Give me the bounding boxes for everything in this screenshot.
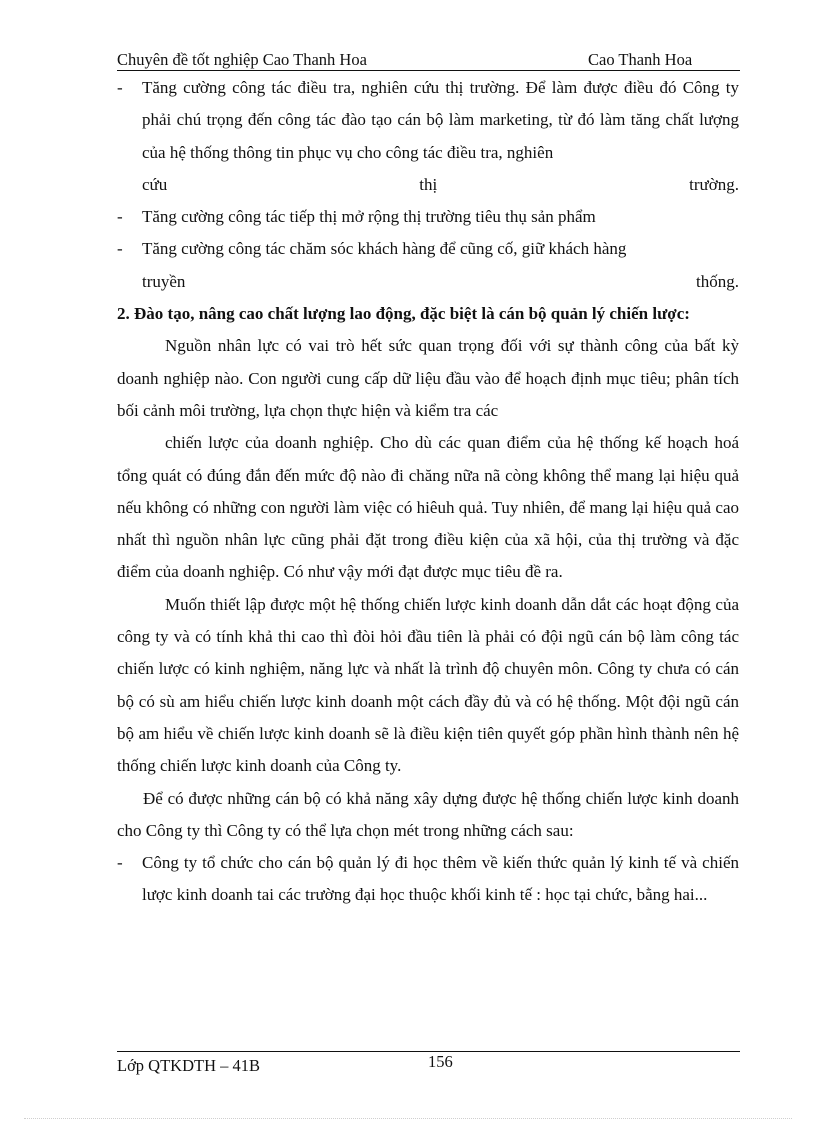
bullet-text: Công ty tổ chức cho cán bộ quản lý đi học thêm về kiến thức quản lý kinh tế và chiến lược kinh doanh tai các trường đại học thuộc khối kinh tế : học tại chức, bằng hai... (142, 853, 739, 905)
bullet-text: Tăng cường công tác điều tra, nghiên cứu thị trường. Để làm được điều đó Công ty phải chú trọng đến công tác đào tạo cán bộ làm marketing, từ đó làm tăng chất lượng của hệ thống thông tin phục vụ cho công tác điều tra, nghiên (142, 78, 739, 162)
bullet-item (117, 233, 739, 298)
bullet-dash: - (117, 78, 123, 97)
bullet-dash: - (117, 207, 123, 227)
page-edge-divider (24, 1118, 792, 1119)
bullet-item (117, 201, 739, 233)
bullet-text-tail: truyền thống. (142, 271, 739, 291)
paragraph-1a: Nguồn nhân lực có vai trò hết sức quan trọng đối với sự thành công của bất kỳ doanh nghiệp nào. Con người cung cấp dữ liệu đầu vào để hoạch định mục tiêu; phân tích bối cảnh môi trường, lựa chọn thực hiện và kiểm tra các (117, 336, 739, 420)
bullet-dash: - (117, 853, 123, 873)
bullet-text: Tăng cường công tác chăm sóc khách hàng để cũng cố, giữ khách hàng (142, 239, 627, 259)
section-heading: 2. Đào tạo, nâng cao chất lượng lao động, đặc biệt là cán bộ quản lý chiến lược: (117, 304, 690, 324)
page-body (117, 72, 739, 912)
bullet-text: Tăng cường công tác tiếp thị mở rộng thị trường tiêu thụ sản phẩm (142, 207, 596, 227)
paragraph-3: Để có được những cán bộ có khả năng xây dựng được hệ thống chiến lược kinh doanh cho Công ty thì Công ty có thể lựa chọn mét trong những cách sau: (117, 788, 739, 840)
paragraph-2: Muốn thiết lập được một hệ thống chiến lược kinh doanh dẫn dắt các hoạt động của công ty và có tính khả thi cao thì đòi hỏi đầu tiên là phải có đội ngũ cán bộ làm công tác chiến lược có kinh nghiệm, năng lực và nhất là trình độ chuyên môn. Công ty chưa có cán bộ có sù am hiểu chiến lược kinh doanh một cách đầy đủ và có hệ thống. Một đội ngũ cán bộ am hiểu về chiến lược kinh doanh sẽ là điều kiện tiên quyết góp phần hình thành nên hệ thống chiến lược kinh doanh của Công ty. (117, 594, 739, 776)
bullet-text-tail: cứu thị trường. (142, 174, 739, 194)
page-number: 156 (428, 1052, 453, 1071)
bullet-item (117, 847, 739, 912)
footer-class: Lớp QTKDTH – 41B (117, 1056, 261, 1075)
page-header (117, 50, 740, 71)
header-author: Cao Thanh Hoa (588, 50, 693, 69)
bullet-item (117, 72, 739, 201)
header-title: Chuyên đề tốt nghiệp Cao Thanh Hoa (117, 50, 367, 69)
bullet-dash: - (117, 239, 123, 259)
paragraph-1b: chiến lược của doanh nghiệp. Cho dù các quan điểm của hệ thống kế hoạch hoá tổng quát có đúng đắn đến mức độ nào đi chăng nữa nã còng không thể mang lại hiệu quả nếu không có những con người làm việc có hiêuh quả. Tuy nhiên, để mang lại hiệu quả cao nhất thì nguồn nhân lực cũng phải đặt trong điều kiện của xã hội, của thị trường và đặc điểm của doanh nghiệp. Có như vậy mới đạt được mục tiêu đề ra. (117, 433, 739, 582)
